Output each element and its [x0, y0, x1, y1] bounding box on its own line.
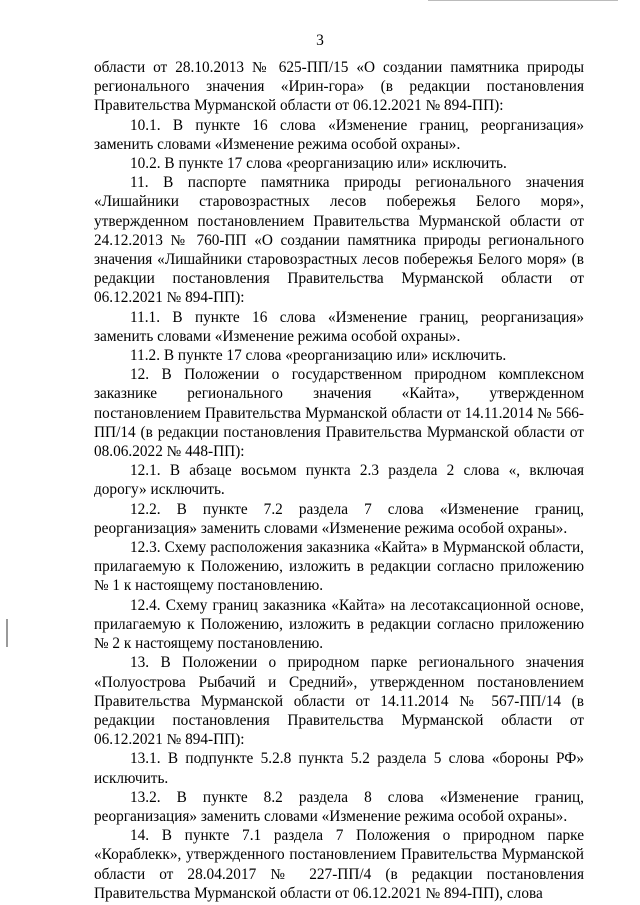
paragraph: 10.2. В пункте 17 слова «реорганизацию или» исключить.: [130, 155, 507, 173]
paragraph: 11. В паспорте памятника природы регионального значения «Лишайники старовозрастных лесов побережья Белого моря», утвержденном постановлением Правительства Мурманской области от 24.12.2013 № 760-ПП «О создании памятника природы регионального значения «Лишайники старовозрастных лесов побережья Белого моря» (в редакции постановления Правительства Мурманской области от 06.12.2021 № 894-ПП):: [94, 174, 584, 307]
margin-mark: [6, 619, 8, 647]
paragraph: 11.2. В пункте 17 слова «реорганизацию или» исключить.: [130, 347, 507, 365]
paragraph: 12.4. Схему границ заказника «Кайта» на лесотаксационной основе, прилагаемую к Положению, изложить в редакции согласно приложению № 2 к настоящему постановлению.: [94, 596, 584, 653]
paragraph: 10.1. В пункте 16 слова «Изменение границ, реорганизация» заменить словами «Изменение режима особой охраны».: [94, 116, 584, 153]
paragraph: 12.1. В абзаце восьмом пункта 2.3 раздела 2 слова «, включая дорогу» исключить.: [94, 462, 584, 499]
paragraph: 12. В Положении о государственном природном комплексном заказнике регионального значения «Кайта», утвержденном постановлением Правительства Мурманской области от 14.11.2014 № 566-ПП/14 (в редакции постановления Правительства Мурманской области от 08.06.2022 № 448-ПП):: [94, 366, 584, 461]
paragraph: 12.3. Схему расположения заказника «Кайта» в Мурманской области, прилагаемую к Положению, изложить в редакции согласно приложению № 1 к настоящему постановлению.: [94, 539, 584, 595]
paragraph: 13.2. В пункте 8.2 раздела 8 слова «Изменение границ, реорганизация» заменить словами «Изменение режима особой охраны».: [94, 788, 584, 825]
paragraph: 12.2. В пункте 7.2 раздела 7 слова «Изменение границ, реорганизация» заменить словами «Изменение режима особой охраны».: [94, 500, 584, 537]
paragraph: 13.1. В подпункте 5.2.8 пункта 5.2 раздела 5 слова «бороны РФ» исключить.: [94, 750, 584, 787]
header-rule-short: [430, 0, 500, 1]
paragraph: области от 28.10.2013 № 625-ПП/15 «О создании памятника природы регионального значения «Ирин-гора» (в редакции постановления Правительства Мурманской области от 06.12.2021 № 894-ПП):: [94, 59, 584, 115]
paragraph: 14. В пункте 7.1 раздела 7 Положения о природном парке «Кораблекк», утвержденного постановлением Правительства Мурманской области от 28.04.2017 № 227-ПП/4 (в редакции постановления Правительства Мурманской области от 06.12.2021 № 894-ПП), слова: [94, 827, 584, 902]
document-body: [94, 58, 584, 903]
paragraph: 11.1. В пункте 16 слова «Изменение границ, реорганизация» заменить словами «Изменение режима особой охраны».: [94, 308, 584, 345]
page-number: 3: [316, 32, 324, 49]
paragraph: 13. В Положении о природном парке регионального значения «Полуострова Рыбачий и Средний», утвержденном постановлением Правительства Мурманской области от 14.11.2014 № 567-ПП/14 (в редакции постановления Правительства Мурманской области от 06.12.2021 № 894-ПП):: [94, 654, 584, 749]
